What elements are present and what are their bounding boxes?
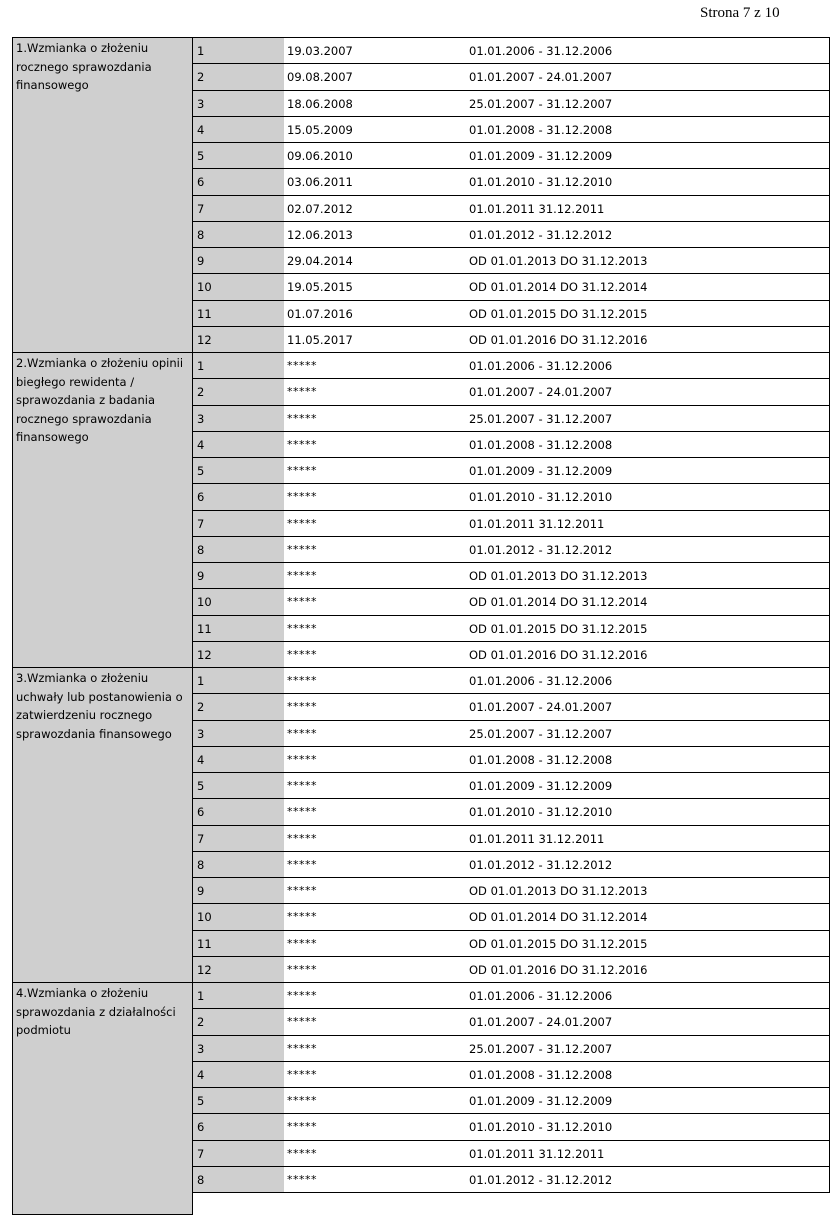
row-number-cell: 10 [193, 588, 285, 615]
row-number-cell: 5 [193, 457, 285, 484]
filing-date-cell: ***** [284, 720, 466, 747]
reporting-period-cell: 01.01.2009 - 31.12.2009 [465, 772, 830, 799]
filing-date-cell: 02.07.2012 [284, 195, 466, 222]
reporting-period-cell: 01.01.2007 - 24.01.2007 [465, 1008, 830, 1035]
filing-date-cell: ***** [284, 746, 466, 773]
row-number-cell: 3 [193, 720, 285, 747]
row-number-cell: 2 [193, 378, 285, 405]
reporting-period-cell: OD 01.01.2014 DO 31.12.2014 [465, 903, 830, 930]
row-number-cell: 9 [193, 877, 285, 904]
filing-date-cell: 01.07.2016 [284, 300, 466, 327]
reporting-period-cell: 01.01.2008 - 31.12.2008 [465, 1061, 830, 1088]
filing-date-cell: 18.06.2008 [284, 90, 466, 117]
filing-date-cell: 09.08.2007 [284, 63, 466, 90]
reporting-period-cell: 01.01.2006 - 31.12.2006 [465, 37, 830, 64]
row-number-cell: 5 [193, 142, 285, 169]
reporting-period-cell: 01.01.2011 31.12.2011 [465, 510, 830, 537]
filing-date-cell: ***** [284, 1008, 466, 1035]
row-number-cell: 6 [193, 798, 285, 825]
filing-date-cell: ***** [284, 956, 466, 983]
reporting-period-cell: 25.01.2007 - 31.12.2007 [465, 405, 830, 432]
row-number-cell: 3 [193, 90, 285, 117]
reporting-period-cell: 01.01.2006 - 31.12.2006 [465, 667, 830, 694]
row-number-cell: 7 [193, 1140, 285, 1167]
reporting-period-cell: 01.01.2011 31.12.2011 [465, 825, 830, 852]
reporting-period-cell: 01.01.2012 - 31.12.2012 [465, 221, 830, 248]
row-number-cell: 10 [193, 273, 285, 300]
filing-date-cell: ***** [284, 930, 466, 957]
reporting-period-cell: OD 01.01.2016 DO 31.12.2016 [465, 641, 830, 668]
row-number-cell: 11 [193, 615, 285, 642]
reporting-period-cell: 25.01.2007 - 31.12.2007 [465, 90, 830, 117]
row-number-cell: 1 [193, 352, 285, 379]
filing-date-cell: ***** [284, 1113, 466, 1140]
reporting-period-cell: 01.01.2009 - 31.12.2009 [465, 457, 830, 484]
filing-date-cell: ***** [284, 825, 466, 852]
row-number-cell: 1 [193, 667, 285, 694]
filing-date-cell: ***** [284, 536, 466, 563]
filing-date-cell: 19.03.2007 [284, 37, 466, 64]
filing-date-cell: ***** [284, 1035, 466, 1062]
row-number-cell: 4 [193, 431, 285, 458]
filing-date-cell: ***** [284, 772, 466, 799]
row-number-cell: 7 [193, 825, 285, 852]
row-number-cell: 10 [193, 903, 285, 930]
reporting-period-cell: OD 01.01.2014 DO 31.12.2014 [465, 588, 830, 615]
filing-date-cell: 19.05.2015 [284, 273, 466, 300]
section-label: 2.Wzmianka o złożeniu opinii biegłego rewidenta / sprawozdania z badania rocznego sprawozdania finansowego [12, 352, 193, 668]
reporting-period-cell: 01.01.2009 - 31.12.2009 [465, 142, 830, 169]
section-label: 3.Wzmianka o złożeniu uchwały lub postanowienia o zatwierdzeniu rocznego sprawozdania finansowego [12, 667, 193, 983]
filing-date-cell: ***** [284, 457, 466, 484]
row-number-cell: 8 [193, 221, 285, 248]
row-number-cell: 1 [193, 37, 285, 64]
reporting-period-cell: 01.01.2012 - 31.12.2012 [465, 1166, 830, 1193]
reporting-period-cell: 01.01.2007 - 24.01.2007 [465, 63, 830, 90]
reporting-period-cell: OD 01.01.2015 DO 31.12.2015 [465, 300, 830, 327]
filing-date-cell: ***** [284, 588, 466, 615]
row-number-cell: 8 [193, 536, 285, 563]
reporting-period-cell: OD 01.01.2016 DO 31.12.2016 [465, 956, 830, 983]
row-number-cell: 12 [193, 956, 285, 983]
filing-date-cell: ***** [284, 405, 466, 432]
filing-date-cell: ***** [284, 903, 466, 930]
row-number-cell: 1 [193, 982, 285, 1009]
row-number-cell: 3 [193, 1035, 285, 1062]
reporting-period-cell: 01.01.2010 - 31.12.2010 [465, 168, 830, 195]
filing-date-cell: 12.06.2013 [284, 221, 466, 248]
reporting-period-cell: 01.01.2008 - 31.12.2008 [465, 116, 830, 143]
reporting-period-cell: 01.01.2006 - 31.12.2006 [465, 982, 830, 1009]
row-number-cell: 6 [193, 1113, 285, 1140]
reporting-period-cell: 01.01.2007 - 24.01.2007 [465, 378, 830, 405]
reporting-period-cell: 25.01.2007 - 31.12.2007 [465, 1035, 830, 1062]
filing-date-cell: 11.05.2017 [284, 326, 466, 353]
row-number-cell: 2 [193, 63, 285, 90]
reporting-period-cell: 01.01.2009 - 31.12.2009 [465, 1087, 830, 1114]
filing-date-cell: 09.06.2010 [284, 142, 466, 169]
row-number-cell: 6 [193, 168, 285, 195]
filing-date-cell: ***** [284, 1087, 466, 1114]
reporting-period-cell: OD 01.01.2013 DO 31.12.2013 [465, 877, 830, 904]
filing-date-cell: ***** [284, 562, 466, 589]
row-number-cell: 3 [193, 405, 285, 432]
row-number-cell: 6 [193, 483, 285, 510]
reporting-period-cell: 01.01.2006 - 31.12.2006 [465, 352, 830, 379]
filing-date-cell: ***** [284, 483, 466, 510]
row-number-cell: 11 [193, 930, 285, 957]
filing-date-cell: ***** [284, 641, 466, 668]
row-number-cell: 7 [193, 195, 285, 222]
row-number-cell: 12 [193, 641, 285, 668]
filing-date-cell: ***** [284, 667, 466, 694]
filing-date-cell: ***** [284, 851, 466, 878]
reporting-period-cell: 01.01.2007 - 24.01.2007 [465, 693, 830, 720]
section-label: 4.Wzmianka o złożeniu sprawozdania z działalności podmiotu [12, 982, 193, 1215]
filing-date-cell: ***** [284, 798, 466, 825]
filing-date-cell: ***** [284, 431, 466, 458]
filing-date-cell: 03.06.2011 [284, 168, 466, 195]
row-number-cell: 4 [193, 1061, 285, 1088]
reporting-period-cell: 01.01.2010 - 31.12.2010 [465, 798, 830, 825]
row-number-cell: 5 [193, 772, 285, 799]
filing-date-cell: ***** [284, 1140, 466, 1167]
row-number-cell: 8 [193, 851, 285, 878]
filing-date-cell: 29.04.2014 [284, 247, 466, 274]
reporting-period-cell: OD 01.01.2015 DO 31.12.2015 [465, 930, 830, 957]
reporting-period-cell: 01.01.2011 31.12.2011 [465, 195, 830, 222]
filing-date-cell: ***** [284, 378, 466, 405]
filing-date-cell: ***** [284, 1166, 466, 1193]
reporting-period-cell: OD 01.01.2013 DO 31.12.2013 [465, 247, 830, 274]
reporting-period-cell: 25.01.2007 - 31.12.2007 [465, 720, 830, 747]
row-number-cell: 7 [193, 510, 285, 537]
reporting-period-cell: OD 01.01.2014 DO 31.12.2014 [465, 273, 830, 300]
reporting-period-cell: OD 01.01.2015 DO 31.12.2015 [465, 615, 830, 642]
reporting-period-cell: OD 01.01.2016 DO 31.12.2016 [465, 326, 830, 353]
row-number-cell: 4 [193, 116, 285, 143]
row-number-cell: 9 [193, 247, 285, 274]
page-number: Strona 7 z 10 [700, 5, 780, 21]
row-number-cell: 5 [193, 1087, 285, 1114]
filing-date-cell: ***** [284, 1061, 466, 1088]
row-number-cell: 9 [193, 562, 285, 589]
reporting-period-cell: 01.01.2011 31.12.2011 [465, 1140, 830, 1167]
filing-date-cell: ***** [284, 693, 466, 720]
filing-date-cell: ***** [284, 615, 466, 642]
row-number-cell: 12 [193, 326, 285, 353]
section-label: 1.Wzmianka o złożeniu rocznego sprawozdania finansowego [12, 37, 193, 353]
filing-date-cell: ***** [284, 877, 466, 904]
filing-date-cell: ***** [284, 352, 466, 379]
reporting-period-cell: 01.01.2010 - 31.12.2010 [465, 1113, 830, 1140]
filing-date-cell: ***** [284, 982, 466, 1009]
reporting-period-cell: 01.01.2008 - 31.12.2008 [465, 431, 830, 458]
reporting-period-cell: 01.01.2012 - 31.12.2012 [465, 851, 830, 878]
reporting-period-cell: 01.01.2012 - 31.12.2012 [465, 536, 830, 563]
reporting-period-cell: OD 01.01.2013 DO 31.12.2013 [465, 562, 830, 589]
reporting-period-cell: 01.01.2010 - 31.12.2010 [465, 483, 830, 510]
filing-date-cell: 15.05.2009 [284, 116, 466, 143]
row-number-cell: 4 [193, 746, 285, 773]
filing-date-cell: ***** [284, 510, 466, 537]
row-number-cell: 8 [193, 1166, 285, 1193]
row-number-cell: 2 [193, 693, 285, 720]
reporting-period-cell: 01.01.2008 - 31.12.2008 [465, 746, 830, 773]
row-number-cell: 2 [193, 1008, 285, 1035]
row-number-cell: 11 [193, 300, 285, 327]
